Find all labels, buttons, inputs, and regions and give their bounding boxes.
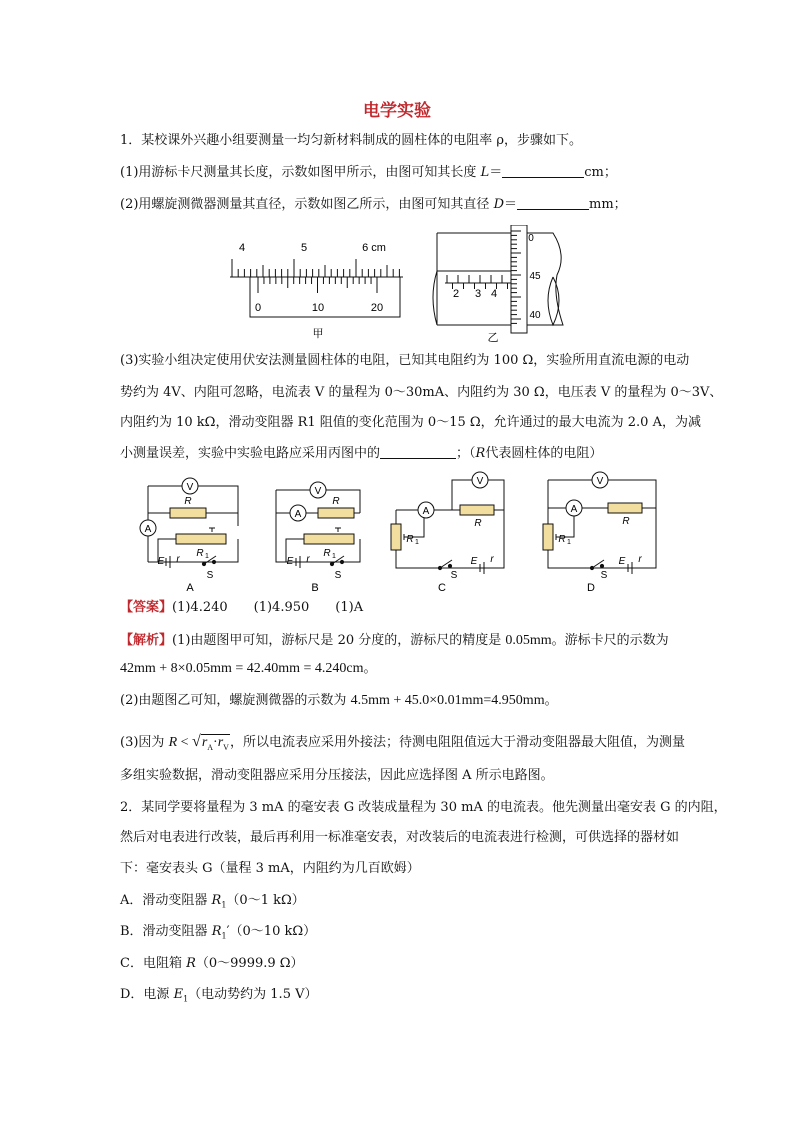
q1-part1-text: (1)用游标卡尺测量其长度，示数如图甲所示，由图可知其长度 [120,165,481,180]
analysis-line4-text: (3)因为 [120,735,169,750]
micrometer-figure [425,225,575,345]
analysis-line1-post: 。游标卡尺的示数为 [551,633,669,648]
q1-part3-line2: 势约为 4V、内阻可忽略，电流表 V 的量程为 0～30mA、内阻约为 30 Ω，电压表 V 的量程为 0～3V、 [120,385,723,400]
resistor-c [460,505,494,515]
sqrt-sub-v: V [223,742,229,752]
q1-part3-line4-sep: ；（ [456,446,476,461]
micrometer-sleeve-label: 2 [452,288,460,300]
internal-resistance-label: r [490,554,494,565]
source-label: E [470,556,478,567]
sqrt-r-v: r [217,735,224,750]
q2-line1: 2．某同学要将量程为 3 mA 的毫安表 G 改装成量程为 30 mA 的电流表。他先测量出毫安表 G 的内阻， [120,800,727,815]
analysis-inequality-r: R [168,735,178,750]
analysis-line2-post: 。 [363,661,377,676]
q2-option-a-range: （0～1 kΩ） [226,893,305,908]
resistor-label: R [474,518,482,529]
rheostat-c [391,524,401,550]
q1-part1-blank[interactable] [502,165,584,178]
rheostat-label: R [558,534,566,545]
caliper-main-label: 4 [238,242,246,254]
micrometer-sleeve-ticks [447,275,508,289]
q2-option-a-sub: 1 [221,900,227,910]
q2-option-b-text: B．滑动变阻器 [120,924,212,939]
analysis-line1-text: (1)由题图甲可知，游标尺是 20 分度的，游标尺的精度是 [172,633,506,648]
caliper-vernier-label: 20 [370,302,384,314]
micrometer-thimble-label: 40 [529,310,541,321]
q2-option-a-text: A．滑动变阻器 [120,893,212,908]
source-label: E [286,556,294,567]
resistor-b [318,508,354,518]
micrometer-thimble-label: 0 [528,233,534,244]
circuit-caption: D [587,582,595,594]
q1-part3-line4-var: R [475,446,486,461]
source-label: E [157,556,165,567]
analysis-line3-post: 。 [544,693,558,708]
rheostat-subscript: 1 [415,539,419,546]
q2-option-b-sub: 1 [221,931,227,941]
resistor-a [170,508,206,518]
q2-option-d-text: D．电源 [120,987,174,1002]
voltmeter-label: V [186,482,194,493]
q2-option-a [120,892,680,915]
vernier-caliper-figure [225,235,405,340]
circuit-caption: C [438,582,446,594]
micrometer-sleeve [437,233,511,325]
switch-label: S [334,570,342,581]
q2-option-c-text: C．电阻箱 [120,956,187,971]
q1-part2-eq: ＝ [504,197,518,212]
switch-label: S [600,570,608,581]
q1-part2 [120,196,680,214]
ammeter-label: A [422,506,430,517]
q1-part2-blank[interactable] [517,197,589,210]
rheostat-subscript: 1 [567,539,571,546]
q2-option-c-var: R [186,956,196,971]
analysis-tag: 【解析】 [120,633,173,648]
micrometer-frame-curve [433,271,437,325]
answer-text: (1)4.240 (1)4.950 (1)A [172,600,364,615]
internal-resistance-label: r [176,554,180,565]
internal-resistance-label: r [306,554,310,565]
sqrt-sub-a: A [207,742,214,752]
rheostat-d [543,524,553,550]
q1-part1-eq: ＝ [489,165,503,180]
caliper-vernier-label: 10 [311,302,325,314]
voltmeter-label: V [596,476,604,487]
caliper-caption: 甲 [312,328,324,340]
voltmeter-label: V [314,486,322,497]
caliper-main-label: 6 cm [362,242,386,254]
sqrt-dot: · [213,735,218,750]
rheostat-label: R [323,548,331,559]
sqrt-r-a: r [201,735,208,750]
q1-part2-unit: mm； [589,197,627,212]
analysis-line3 [120,692,680,710]
rheostat-label: R [406,534,414,545]
caliper-vernier-ticks [258,277,377,293]
analysis-inequality-lt: < [177,735,193,750]
resistor-label: R [332,496,340,507]
q2-option-b-var: R [211,924,222,939]
q2-option-d-var: E [173,987,184,1002]
q2-option-d [120,986,680,1009]
circuit-caption: A [186,582,194,594]
q1-part3-line4-end: 代表圆柱体的电阻） [485,446,603,461]
analysis-sqrt: $√r_A\cdot r_V$ [192,733,229,752]
q2-option-d-range: （电动势约为 1.5 V） [188,987,318,1002]
analysis-micrometer-formula: 4.5mm + 45.0×0.01mm=4.950mm [350,693,545,708]
circuit-c [391,472,504,574]
analysis-line4-post: ，所以电流表应采用外接法；待测电阻阻值远大于滑动变阻器最大阻值，为测量 [229,735,685,750]
rheostat-subscript: 1 [205,553,209,560]
ammeter-label: A [570,504,578,515]
rheostat-b [304,534,354,544]
ammeter-label: A [294,509,302,520]
q1-part3-blank[interactable] [380,446,456,459]
source-label: E [618,556,626,567]
caliper-main-label: 5 [300,242,308,254]
answer-line [120,599,680,617]
page-title: 电学实验 [363,101,431,121]
q2-option-d-sub: 1 [183,994,189,1004]
rheostat-label: R [196,548,204,559]
q1-part3-line1: (3)实验小组决定使用伏安法测量圆柱体的电阻，已知其电阻约为 100 Ω，实验所用直流电源的电动 [120,353,690,368]
caliper-vernier-label: 0 [254,302,262,314]
micrometer-thimble-label: 45 [529,271,541,282]
q1-part1-var: L [480,165,490,180]
q1-part1 [120,164,680,182]
q1-part3-line4-text: 小测量误差，实验中实验电路应采用丙图中的 [120,446,381,461]
switch-label: S [450,570,458,581]
internal-resistance-label: r [638,554,642,565]
rheostat-a [176,534,226,544]
rheostat-subscript: 1 [332,553,336,560]
micrometer-caption: 乙 [487,332,499,344]
q1-part3-line3: 内阻约为 10 kΩ，滑动变阻器 R1 阻值的变化范围为 0～15 Ω，允许通过的最大电流为 2.0 A，为减 [120,415,701,430]
q1-stem: 1．某校课外兴趣小组要测量一均匀新材料制成的圆柱体的电阻率 ρ，步骤如下。 [120,133,583,148]
q2-option-a-var: R [211,893,222,908]
q2-line3: 下：毫安表头 G（量程 3 mA，内阻约为几百欧姆） [120,861,420,876]
analysis-caliper-formula: 42mm + 8×0.05mm = 42.40mm = 4.240cm [120,661,364,676]
micrometer-sleeve-label: 4 [490,288,498,300]
micrometer-sleeve-label: 3 [474,288,482,300]
caliper-main-ticks [232,259,399,277]
q2-option-c [120,955,680,973]
circuit-diagrams-figure [128,468,668,596]
resistor-label: R [622,516,630,527]
analysis-line4 [120,733,685,757]
q2-option-b [120,923,680,946]
q2-option-b-range: ′（0～10 kΩ） [226,924,317,939]
voltmeter-label: V [476,476,484,487]
analysis-line5: 多组实验数据，滑动变阻器应采用分压接法，因此应选择图 A 所示电路图。 [120,768,554,783]
micrometer-thimble-ticks [511,231,521,323]
ammeter-label: A [144,524,152,535]
q1-part3-line4 [120,445,680,463]
analysis-line3-text: (2)由题图乙可知，螺旋测微器的示数为 [120,693,351,708]
analysis-line2 [120,660,680,678]
answer-tag: 【答案】 [120,600,173,615]
analysis-line1 [120,632,680,650]
resistor-d [608,503,642,513]
q2-line2: 然后对电表进行改装，最后再利用一标准毫安表，对改装后的电流表进行检测，可供选择的器材如 [120,830,680,845]
analysis-precision-formula: 0.05mm [505,633,552,648]
q1-part2-var: D [493,197,504,212]
switch-label: S [206,570,214,581]
resistor-label: R [184,496,192,507]
q1-part2-text: (2)用螺旋测微器测量其直径，示数如图乙所示，由图可知其直径 [120,197,494,212]
q1-part1-unit: cm； [584,165,617,180]
q2-option-c-range: （0～9999.9 Ω） [195,956,304,971]
circuit-caption: B [311,582,319,594]
